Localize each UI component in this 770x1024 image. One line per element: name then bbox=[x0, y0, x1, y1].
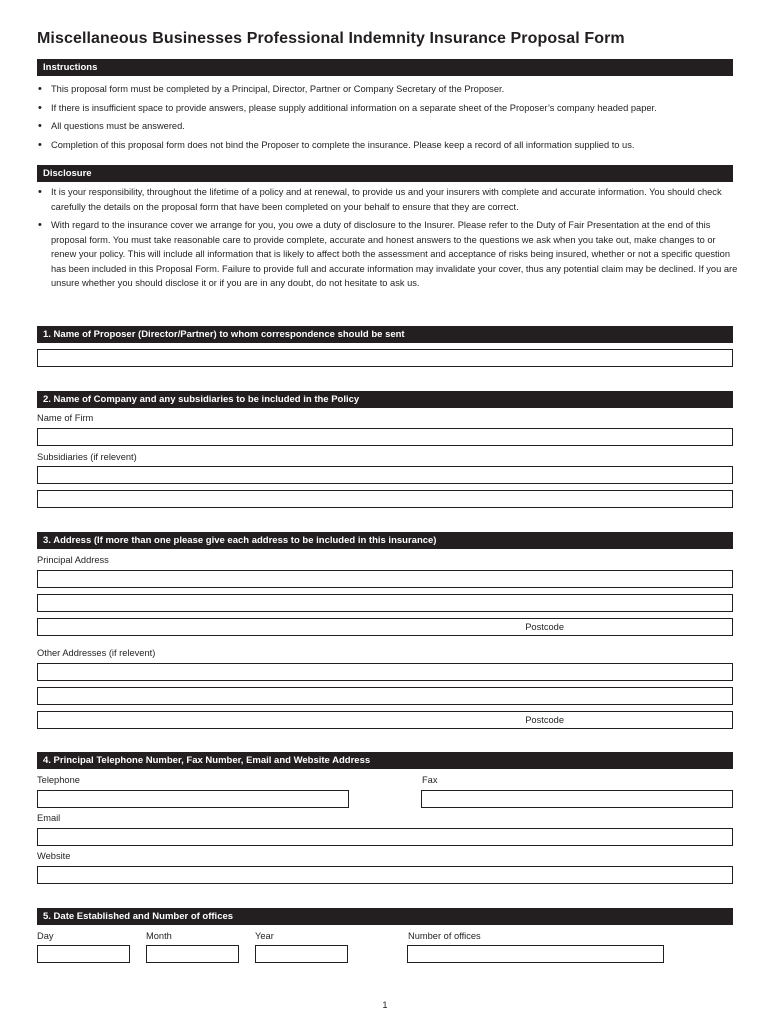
instruction-item: • If there is insufficient space to provide answers, please supply additional information on a separate sheet of the Proposer’s company headed paper. bbox=[37, 99, 737, 118]
telephone-label: Telephone bbox=[37, 775, 80, 785]
other-address-line-2[interactable] bbox=[37, 687, 733, 705]
subsidiaries-label: Subsidiaries (if relevent) bbox=[37, 452, 137, 462]
day-field[interactable] bbox=[37, 945, 130, 963]
page-title: Miscellaneous Businesses Professional Indemnity Insurance Proposal Form bbox=[37, 30, 625, 47]
website-label: Website bbox=[37, 851, 71, 861]
year-field[interactable] bbox=[255, 945, 348, 963]
disclosure-item: • It is your responsibility, throughout the lifetime of a policy and at renewal, to provide us and your insurers with complete and accurate information. You should check carefully the details on the proposal form that have been completed on your behalf to ensure that they are correct. bbox=[37, 185, 742, 214]
number-of-offices-label: Number of offices bbox=[408, 931, 481, 941]
page-number: 1 bbox=[382, 1000, 388, 1010]
instruction-item: • Completion of this proposal form does not bind the Proposer to complete the insurance. Please keep a record of all information supplied to us. bbox=[37, 136, 737, 155]
principal-address-label: Principal Address bbox=[37, 555, 109, 565]
day-label: Day bbox=[37, 931, 54, 941]
section-5-header: 5. Date Established and Number of offices bbox=[37, 908, 733, 925]
postcode-label: Postcode bbox=[525, 622, 564, 632]
instruction-item: • All questions must be answered. bbox=[37, 117, 737, 136]
proposer-name-field[interactable] bbox=[37, 349, 733, 367]
disclosure-list bbox=[37, 185, 742, 291]
fax-field[interactable] bbox=[421, 790, 733, 808]
month-label: Month bbox=[146, 931, 172, 941]
postcode-label: Postcode bbox=[525, 715, 564, 725]
website-field[interactable] bbox=[37, 866, 733, 884]
instructions-list bbox=[37, 80, 737, 154]
email-field[interactable] bbox=[37, 828, 733, 846]
month-field[interactable] bbox=[146, 945, 239, 963]
fax-label: Fax bbox=[422, 775, 438, 785]
section-1-header: 1. Name of Proposer (Director/Partner) to whom correspondence should be sent bbox=[37, 326, 733, 343]
telephone-field[interactable] bbox=[37, 790, 349, 808]
disclosure-item: • With regard to the insurance cover we arrange for you, you owe a duty of disclosure to the Insurer. Please refer to the Duty of Fair Presentation at the end of this proposal form. You must take reasonable care to provide complete, accurate and honest answers to the questions we ask when you take out, make changes to or renew your policy. This will include all information that is likely to affect both the assessment and acceptance of risks being insured, whether or not a specific question has been included in this Proposal Form. Failure to provide full and accurate information may invalidate your cover, thus any potential claim may be declined. If you are unsure whether you should disclose it or if you are in any doubt, do not hesitate to ask us. bbox=[37, 218, 742, 291]
firm-name-field[interactable] bbox=[37, 428, 733, 446]
principal-address-postcode-row[interactable] bbox=[37, 618, 733, 636]
principal-address-line-1[interactable] bbox=[37, 570, 733, 588]
other-address-postcode-row[interactable] bbox=[37, 711, 733, 729]
section-2-header: 2. Name of Company and any subsidiaries to be included in the Policy bbox=[37, 391, 733, 408]
section-4-header: 4. Principal Telephone Number, Fax Number, Email and Website Address bbox=[37, 752, 733, 769]
instruction-item: • This proposal form must be completed by a Principal, Director, Partner or Company Secretary of the Proposer. bbox=[37, 80, 737, 99]
other-address-line-1[interactable] bbox=[37, 663, 733, 681]
year-label: Year bbox=[255, 931, 274, 941]
subsidiaries-field-1[interactable] bbox=[37, 466, 733, 484]
section-3-header: 3. Address (If more than one please give each address to be included in this insurance) bbox=[37, 532, 733, 549]
firm-name-label: Name of Firm bbox=[37, 413, 94, 423]
other-addresses-label: Other Addresses (if relevent) bbox=[37, 648, 156, 658]
email-label: Email bbox=[37, 813, 61, 823]
principal-address-line-2[interactable] bbox=[37, 594, 733, 612]
disclosure-header: Disclosure bbox=[37, 165, 733, 182]
instructions-header: Instructions bbox=[37, 59, 733, 76]
number-of-offices-field[interactable] bbox=[407, 945, 664, 963]
subsidiaries-field-2[interactable] bbox=[37, 490, 733, 508]
